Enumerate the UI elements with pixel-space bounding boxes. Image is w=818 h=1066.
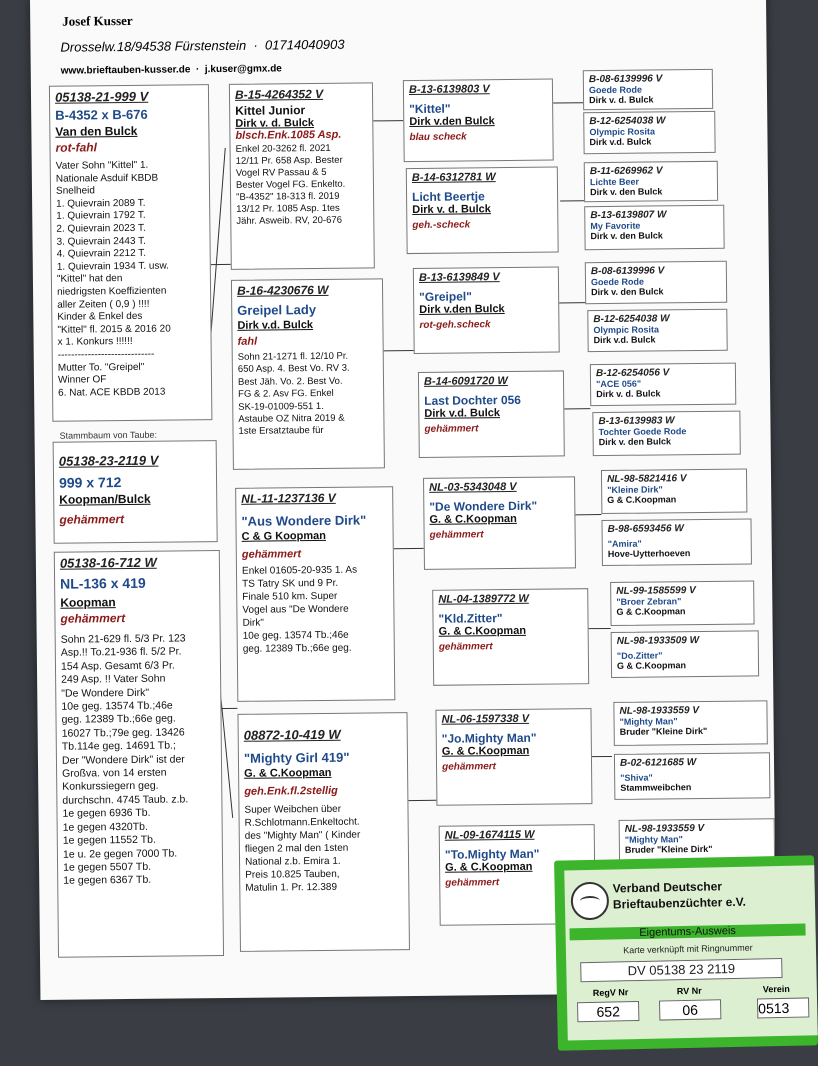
pedigree-notes: Sohn 21-1271 fl. 12/10 Pr. 650 Asp. 4. Best Vo. RV 3. Best Jäh. Vo. 2. Best Vo. FG & 2. Asv FG. Enkel SK-19-01009-551 1. Astaube OZ Nitra 2019 & 1ste Ersatztaube für bbox=[237, 350, 350, 438]
connector bbox=[408, 800, 436, 801]
card-ring-number: DV 05138 23 2119 bbox=[580, 958, 782, 982]
pigeon-name: "Kleine Dirk" bbox=[607, 484, 663, 495]
pigeon-name: "Mighty Girl 419" bbox=[243, 749, 350, 766]
card-subtitle: Karte verknüpft mit Ringnummer bbox=[623, 942, 753, 956]
breeder: Dirk v.d. Bulck bbox=[424, 407, 501, 420]
pigeon-card-gen4 bbox=[584, 205, 724, 250]
breeder: Dirk v. d. Bulck bbox=[596, 388, 661, 400]
breeder: Bruder "Kleine Dirk" bbox=[624, 843, 713, 855]
pigeon-name: B-4352 x B-676 bbox=[55, 106, 148, 123]
breeder: G. & C.Koopman bbox=[244, 766, 332, 780]
pigeon-card-gen3 bbox=[403, 79, 554, 163]
col2-label: RV Nr bbox=[676, 985, 702, 997]
breeder: G. & C.Koopman bbox=[445, 860, 533, 874]
pigeon-card-gen2 bbox=[231, 278, 385, 470]
ring-number: NL-04-1389772 W bbox=[438, 592, 529, 606]
pedigree-sheet bbox=[30, 0, 776, 1000]
pigeon-name: Lichte Beer bbox=[589, 176, 640, 188]
breeder: Koopman bbox=[60, 595, 116, 610]
plumage-color: rot-geh.scheck bbox=[419, 319, 491, 331]
plumage-color: geh.-scheck bbox=[412, 219, 471, 232]
plumage-color: gehämmert bbox=[59, 512, 125, 527]
pigeon-name: "Greipel" bbox=[419, 289, 472, 304]
connector bbox=[560, 200, 584, 201]
plumage-color: gehämmert bbox=[441, 761, 497, 773]
plumage-color: gehämmert bbox=[429, 529, 484, 541]
pedigree-notes: Enkel 01605-20-935 1. As TS Tatry SK und 9 Pr. Finale 510 km. Super Vogel aus "De Wondere Dirk" 10e geg. 13574 Tb.;46e geg. 12389 Tb.;66e geg. bbox=[241, 564, 358, 655]
pigeon-card-gen2 bbox=[229, 82, 375, 269]
ring-number: NL-03-5343048 V bbox=[429, 480, 517, 494]
ring-number: B-13-6139849 V bbox=[418, 271, 500, 284]
pigeon-name: Last Dochter 056 bbox=[424, 392, 521, 408]
pigeon-name: Olympic Rosita bbox=[589, 126, 655, 138]
connector bbox=[553, 102, 583, 103]
pigeon-card-gen4 bbox=[590, 363, 736, 407]
pigeon-card-mother bbox=[54, 550, 224, 958]
pigeon-name: My Favorite bbox=[590, 220, 641, 232]
pigeon-card-gen3 bbox=[413, 266, 560, 354]
ring-number: NL-09-1674115 W bbox=[444, 828, 535, 842]
pigeon-name: "To.Mighty Man" bbox=[444, 846, 540, 862]
org-line-2: Brieftaubenzüchter e.V. bbox=[612, 894, 747, 912]
pigeon-name: NL-136 x 419 bbox=[60, 574, 146, 592]
pigeon-name: Greipel Lady bbox=[237, 302, 317, 318]
ownership-card-body bbox=[564, 865, 818, 1040]
pigeon-name: "Amira" bbox=[607, 538, 642, 549]
pigeon-card-gen4 bbox=[584, 161, 718, 202]
ring-number: B-08-6139996 V bbox=[588, 73, 663, 86]
card-title: Eigentums-Ausweis bbox=[569, 923, 805, 940]
ring-number: B-15-4264352 V bbox=[234, 86, 324, 102]
ring-number: B-98-6593456 W bbox=[607, 523, 684, 535]
pigeon-card-gen4 bbox=[601, 469, 747, 515]
plumage-color: blau scheck bbox=[409, 131, 467, 144]
breeder: G & C.Koopman bbox=[607, 494, 677, 505]
plumage-color: rot-fahl bbox=[55, 140, 97, 155]
ring-number: B-08-6139996 V bbox=[590, 265, 665, 278]
pigeon-name: Olympic Rosita bbox=[593, 324, 660, 336]
ring-number: B-12-6254038 W bbox=[593, 313, 670, 326]
owner-website: www.brieftauben-kusser.de · j.kuser@gmx.de bbox=[60, 63, 282, 77]
pigeon-name: "Kld.Zitter" bbox=[438, 611, 503, 626]
breeder: Hove-Uytterhoeven bbox=[607, 548, 691, 559]
breeder: G. & C.Koopman bbox=[441, 744, 530, 758]
breeder: Dirk v.den Bulck bbox=[409, 115, 495, 129]
col2-value: 06 bbox=[659, 999, 721, 1020]
pigeon-card-gen2 bbox=[237, 712, 409, 952]
pigeon-name: "Kittel" bbox=[409, 101, 451, 117]
pigeon-name: 999 x 712 bbox=[58, 474, 122, 491]
pigeon-card-gen3 bbox=[435, 708, 592, 806]
connector bbox=[382, 350, 416, 351]
ring-number: B-13-6139807 W bbox=[590, 209, 667, 222]
pigeon-card-gen4 bbox=[583, 69, 713, 110]
plumage-color: gehämmert bbox=[241, 548, 302, 561]
plumage-color: blsch.Enk.1085 Asp. bbox=[235, 128, 342, 142]
connector bbox=[557, 302, 587, 303]
pigeon-name: "Broer Zebran" bbox=[616, 596, 682, 607]
ring-number: B-14-6312781 W bbox=[411, 171, 496, 185]
ring-number: B-12-6254038 W bbox=[589, 115, 666, 128]
pigeon-card-gen4 bbox=[611, 630, 759, 678]
ring-number: 08872-10-419 W bbox=[243, 726, 341, 743]
stammbaum-label: Stammbaum von Taube: bbox=[59, 429, 158, 441]
ring-number: B-16-4230676 W bbox=[236, 282, 329, 298]
breeder: Dirk v. d. Bulck bbox=[235, 117, 315, 130]
pigeon-card-gen4 bbox=[610, 580, 754, 626]
breeder: Dirk v. den Bulck bbox=[590, 230, 663, 242]
pigeon-name: Kittel Junior bbox=[235, 103, 306, 118]
ring-number: NL-98-1933509 W bbox=[616, 635, 700, 647]
pigeon-name: Goede Rode bbox=[588, 84, 643, 96]
breeder: Van den Bulck bbox=[55, 123, 138, 139]
plumage-color: gehämmert bbox=[438, 641, 493, 653]
plumage-color: gehämmert bbox=[424, 423, 479, 435]
ring-number: NL-11-1237136 V bbox=[241, 490, 336, 506]
connector bbox=[394, 548, 424, 549]
pigeon-name: Tochter Goede Rode bbox=[598, 426, 687, 438]
ring-number: B-13-6139803 V bbox=[408, 83, 490, 97]
pedigree-notes: Sohn 21-629 fl. 5/3 Pr. 123 Asp.!! To.21-936 fl. 5/2 Pr. 154 Asp. Gesamt 6/3 Pr. 249 Asp. !! Vater Sohn "De Wondere Dirk" 10e geg. 13574 Tb.;46e geg. 12389 Tb.;66e geg. 16027 Tb.;79e geg. 13426 Tb.114e geg. 14691 Tb.; Der "Wondere Dirk" ist der Großva. von 14 ersten Konkurssiegern geg. durchschn. 4745 Taub. z.b. 1e gegen 6936 Tb. 1e gegen 4320Tb. 1e gegen 11552 Tb. 1e u. 2e gegen 7000 Tb. 1e gegen 5507 Tb. 1e gegen 6367 Tb. bbox=[60, 632, 189, 888]
breeder: Bruder "Kleine Dirk" bbox=[619, 725, 708, 737]
pigeon-name: "De Wondere Dirk" bbox=[429, 498, 538, 514]
breeder: G & C.Koopman bbox=[616, 660, 687, 671]
breeder: G. & C.Koopman bbox=[429, 512, 517, 526]
ownership-card bbox=[554, 855, 818, 1050]
pigeon-name: "ACE 056" bbox=[596, 378, 642, 390]
breeder: Dirk v.d. Bulck bbox=[237, 319, 314, 332]
connector bbox=[373, 120, 403, 121]
breeder: Koopman/Bulck bbox=[59, 491, 151, 507]
pigeon-card-gen3 bbox=[418, 370, 565, 458]
pigeon-name: "Shiva" bbox=[620, 772, 653, 783]
breeder: Dirk v. den Bulck bbox=[589, 186, 663, 198]
pigeon-card-gen2 bbox=[235, 486, 395, 702]
pigeon-card-father bbox=[49, 84, 213, 422]
pigeon-name: Licht Beertje bbox=[412, 189, 485, 205]
pigeon-card-gen4 bbox=[587, 309, 727, 352]
pigeon-card-gen4 bbox=[592, 411, 740, 457]
ring-number: 05138-16-712 W bbox=[59, 554, 157, 571]
pigeon-card-gen4 bbox=[585, 261, 727, 304]
connector bbox=[590, 756, 612, 757]
plumage-color: fahl bbox=[237, 335, 258, 348]
owner-name: Josef Kusser bbox=[62, 12, 133, 29]
connector bbox=[575, 514, 601, 515]
breeder: Dirk v. d. Bulck bbox=[589, 94, 654, 106]
ring-number: B-13-6139983 W bbox=[598, 415, 675, 428]
pigeon-card-gen4 bbox=[614, 752, 770, 800]
col1-label: RegV Nr bbox=[592, 987, 629, 998]
ring-number: 05138-21-999 V bbox=[54, 88, 149, 105]
pedigree-notes: Super Weibchen über R.Schlotmann.Enkeltocht. des "Mighty Man" ( Kinder fliegen 2 mal den 1sten National z.b. Emira 1. Preis 10.825 Tauben, Matulin 1. Pr. 12.389 bbox=[244, 803, 361, 894]
breeder: Dirk v. den Bulck bbox=[598, 436, 672, 448]
col3-value: 0513 bbox=[757, 997, 809, 1018]
vdb-logo-icon bbox=[570, 882, 609, 921]
breeder: Dirk v.den Bulck bbox=[419, 303, 505, 316]
col1-value: 652 bbox=[577, 1001, 639, 1022]
plumage-color: geh.Enk.fl.2stellig bbox=[244, 784, 338, 798]
pigeon-card-gen4 bbox=[613, 700, 767, 746]
breeder: Dirk v.d. Bulck bbox=[593, 334, 656, 346]
pigeon-card-gen4 bbox=[583, 111, 715, 154]
breeder: Dirk v. den Bulck bbox=[591, 286, 664, 298]
pigeon-card-gen3 bbox=[432, 588, 589, 686]
pigeon-name: "Jo.Mighty Man" bbox=[441, 730, 537, 746]
pedigree-notes: Enkel 20-3262 fl. 2021 12/11 Pr. 658 Asp. Bester Vogel RV Passau & 5 Bester Vogel FG. Enkelto. "B-4352" 18-313 fl. 2019 13/12 Pr. 1085 Asp. 1tes Jähr. Asweib. RV, 20-676 bbox=[235, 142, 346, 227]
ring-number: NL-98-1933559 V bbox=[624, 822, 705, 835]
ring-number: NL-98-5821416 V bbox=[606, 473, 687, 485]
breeder: Stammweibchen bbox=[620, 782, 692, 793]
ring-number: B-11-6269962 V bbox=[589, 165, 663, 178]
breeder: G. & C.Koopman bbox=[438, 624, 527, 638]
ring-number: NL-06-1597338 V bbox=[441, 712, 530, 726]
ring-number: NL-98-1933559 V bbox=[619, 705, 700, 717]
pigeon-card-gen4 bbox=[601, 518, 751, 566]
pedigree-notes: Vater Sohn "Kittel" 1. Nationale Asduif KBDB Snelheid 1. Quievrain 2089 T. 1. Quievrain 1792 T. 2. Quievrain 2023 T. 3. Quievrain 2443 T. 4. Quievrain 2212 T. 1. Quievrain 1934 T. usw. "Kittel" hat den niedrigsten Koeffizienten aller Zeiten ( 0,9 ) !!!! Kinder & Enkel des "Kittel" fl. 2015 & 2016 20 x 1. Konkurs !!!!!! ----------------------------- Mutter To. "Greipel" Winner OF 6. Nat. ACE KBDB 2013 bbox=[55, 159, 171, 399]
pigeon-name: "Mighty Man" bbox=[624, 834, 683, 845]
ring-number: 05138-23-2119 V bbox=[58, 452, 159, 469]
owner-address: Drosselw.18/94538 Fürstenstein · 01714040903 bbox=[60, 36, 345, 55]
ring-number: B-12-6254056 V bbox=[595, 367, 670, 380]
ring-number: B-02-6121685 W bbox=[619, 757, 697, 769]
pigeon-card-subject bbox=[53, 429, 218, 544]
col3-label: Verein bbox=[762, 983, 790, 995]
connector bbox=[589, 628, 611, 629]
ring-number: NL-99-1585599 V bbox=[616, 585, 696, 597]
pigeon-name: "Do.Zitter" bbox=[616, 650, 663, 661]
org-line-1: Verband Deutscher bbox=[612, 879, 723, 896]
plumage-color: gehämmert bbox=[60, 611, 126, 626]
breeder: Dirk v.d. Bulck bbox=[589, 136, 652, 148]
breeder: G & C.Koopman bbox=[616, 606, 686, 617]
breeder: Dirk v. d. Bulck bbox=[412, 203, 491, 217]
pigeon-name: "Aus Wondere Dirk" bbox=[241, 512, 367, 529]
pigeon-name: "Mighty Man" bbox=[619, 716, 678, 727]
pigeon-card-gen3 bbox=[406, 166, 559, 254]
pigeon-name: Goede Rode bbox=[590, 276, 645, 288]
plumage-color: gehämmert bbox=[445, 877, 500, 889]
connector bbox=[211, 264, 231, 265]
breeder: C & G Koopman bbox=[241, 529, 327, 543]
pigeon-card-gen3 bbox=[423, 476, 576, 570]
connector bbox=[562, 408, 590, 409]
ring-number: B-14-6091720 W bbox=[423, 375, 508, 388]
